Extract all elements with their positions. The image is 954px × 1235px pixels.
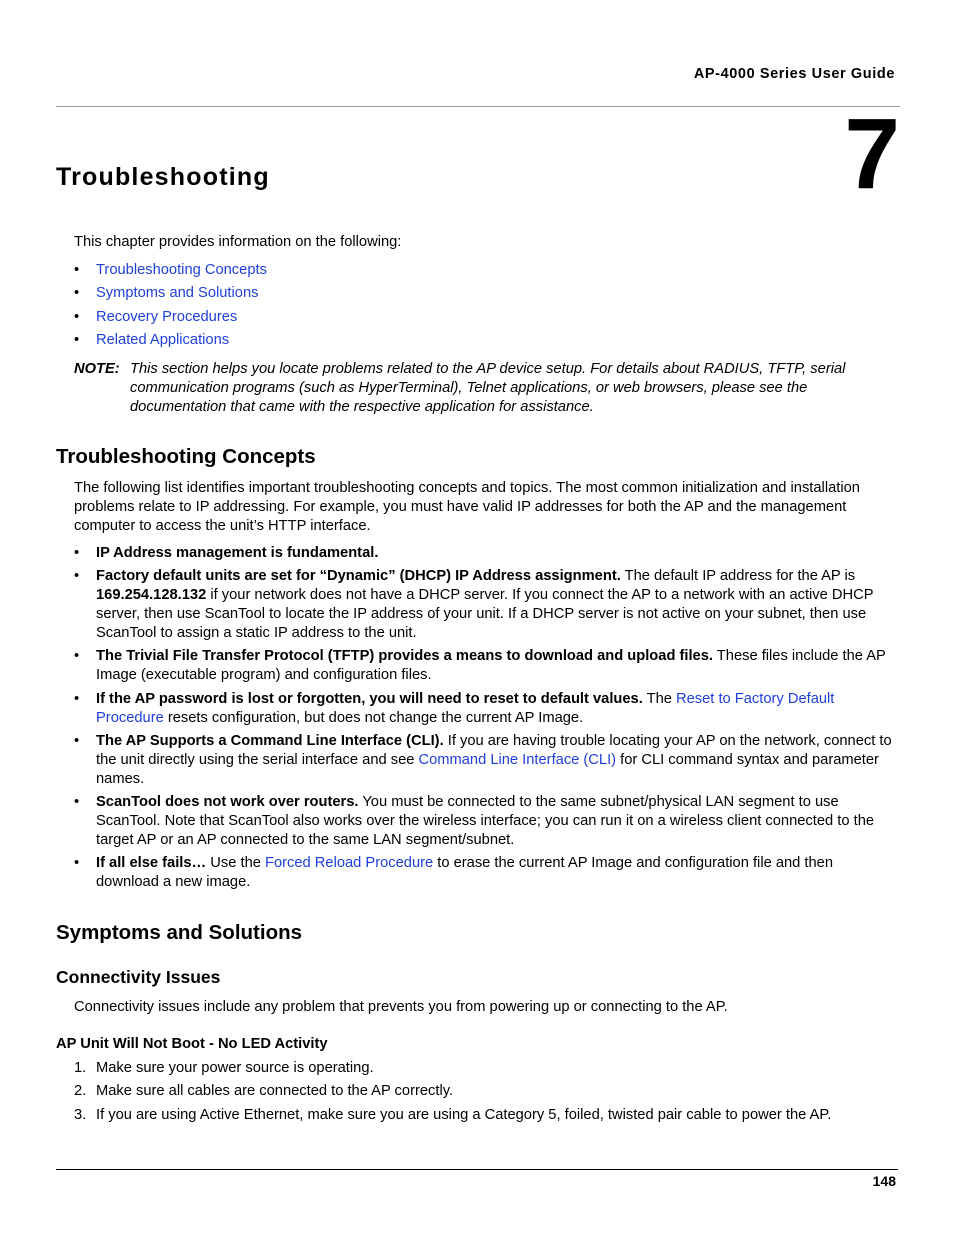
chapter-contents-list <box>74 261 896 350</box>
connectivity-paragraph: Connectivity issues include any problem that prevents you from powering up or connecting to the AP. <box>74 999 728 1015</box>
concept-bold: If all else fails… <box>96 855 207 872</box>
concept-bold: If the AP password is lost or forgotten, you will need to reset to default values. <box>96 690 643 707</box>
step-text: Make sure all cables are connected to the AP correctly. <box>96 1083 454 1100</box>
list-item <box>74 854 896 892</box>
link-symptoms-and-solutions[interactable]: Symptoms and Solutions <box>96 285 259 302</box>
concept-bold: The AP Supports a Command Line Interface (CLI). <box>96 732 444 749</box>
step-number: 1. <box>74 1060 87 1076</box>
concept-text: These files include the AP Image (executable program) and configuration files. <box>96 648 886 684</box>
concept-bold: IP Address management is fundamental. <box>96 545 379 561</box>
concept-bold: Factory default units are set for “Dynamic” (DHCP) IP Address assignment. <box>96 568 621 585</box>
list-item <box>74 284 896 303</box>
list-item <box>74 1106 896 1125</box>
concept-bold: The Trivial File Transfer Protocol (TFTP) provides a means to download and upload files. <box>96 648 713 665</box>
running-header-title: AP-4000 Series User Guide <box>693 66 895 82</box>
chapter-number: 7 <box>844 98 900 210</box>
concept-bold: ScanTool does not work over routers. <box>96 793 359 810</box>
link-troubleshooting-concepts[interactable]: Troubleshooting Concepts <box>96 262 267 278</box>
list-item <box>74 1059 896 1078</box>
topic-heading-no-led-activity: AP Unit Will Not Boot - No LED Activity <box>56 1036 328 1052</box>
list-item <box>74 544 896 563</box>
step-text: If you are using Active Ethernet, make sure you are using a Category 5, foiled, twisted pair cable to power the AP. <box>96 1106 832 1123</box>
concept-text: if your network does not have a DHCP server. If you connect the AP to a network with an active DHCP server, then use ScanTool to locate the IP address of your unit. If a DHCP server is not active on your subnet, then use ScanTool to assign a static IP address to the unit. <box>96 587 874 642</box>
step-number: 3. <box>74 1106 87 1123</box>
link-reset-to-factory-default[interactable]: Reset to Factory Default Procedure <box>96 690 835 726</box>
link-related-applications[interactable]: Related Applications <box>96 331 230 348</box>
concept-text: Use the <box>206 855 265 872</box>
footer-divider <box>56 1169 898 1170</box>
step-number: 2. <box>74 1083 87 1100</box>
section-heading-troubleshooting-concepts: Troubleshooting Concepts <box>56 445 316 468</box>
concepts-paragraph: The following list identifies important troubleshooting concepts and topics. The most common initialization and installation problems relate to IP addressing. For example, you must have valid IP addresses for both the AP and the management computer to access the unit’s HTTP interface. <box>74 480 860 534</box>
list-item <box>74 690 896 728</box>
concepts-list <box>74 544 896 892</box>
concept-text: If you are having trouble locating your AP on the network, connect to the unit directly using the serial interface and see <box>96 732 892 768</box>
list-item <box>74 793 896 850</box>
page-number: 148 <box>872 1173 896 1189</box>
note-label: NOTE: <box>74 361 120 377</box>
step-text: Make sure your power source is operating. <box>96 1060 374 1076</box>
section-heading-symptoms-and-solutions: Symptoms and Solutions <box>56 921 303 944</box>
intro-text: This chapter provides information on the following: <box>74 234 402 250</box>
note-block <box>74 360 896 417</box>
default-ip-address: 169.254.128.132 <box>96 587 207 604</box>
note-text: This section helps you locate problems related to the AP device setup. For details about RADIUS, TFTP, serial communication programs (such as HyperTerminal), Telnet applications, or web browsers, please see the documentation that came with the respective application for assistance. <box>130 361 846 415</box>
subsection-heading-connectivity-issues: Connectivity Issues <box>56 967 221 987</box>
list-item <box>74 732 896 789</box>
concept-text: for CLI command syntax and parameter names. <box>96 751 879 787</box>
list-item <box>74 308 896 327</box>
concept-text: The default IP address for the AP is <box>620 568 856 585</box>
chapter-title: Troubleshooting <box>56 163 270 191</box>
concept-text: You must be connected to the same subnet/physical LAN segment to use ScanTool. Note that ScanTool also works over the wireless interface; you can run it on a wireless client connected to the target AP or an AP connected to the same LAN segment/subnet. <box>96 793 875 848</box>
concept-text: resets configuration, but does not change the current AP Image. <box>163 709 584 726</box>
list-item <box>74 647 896 685</box>
list-item <box>74 261 896 280</box>
list-item <box>74 567 896 643</box>
list-item <box>74 331 896 350</box>
boot-steps-list <box>74 1059 896 1125</box>
list-item <box>74 1082 896 1101</box>
concept-text: The <box>642 690 677 707</box>
link-forced-reload-procedure[interactable]: Forced Reload Procedure <box>265 855 434 872</box>
concept-text: to erase the current AP Image and configuration file and then download a new image. <box>96 855 834 891</box>
link-command-line-interface[interactable]: Command Line Interface (CLI) <box>418 751 617 768</box>
header-divider <box>56 106 900 107</box>
link-recovery-procedures[interactable]: Recovery Procedures <box>96 308 238 325</box>
